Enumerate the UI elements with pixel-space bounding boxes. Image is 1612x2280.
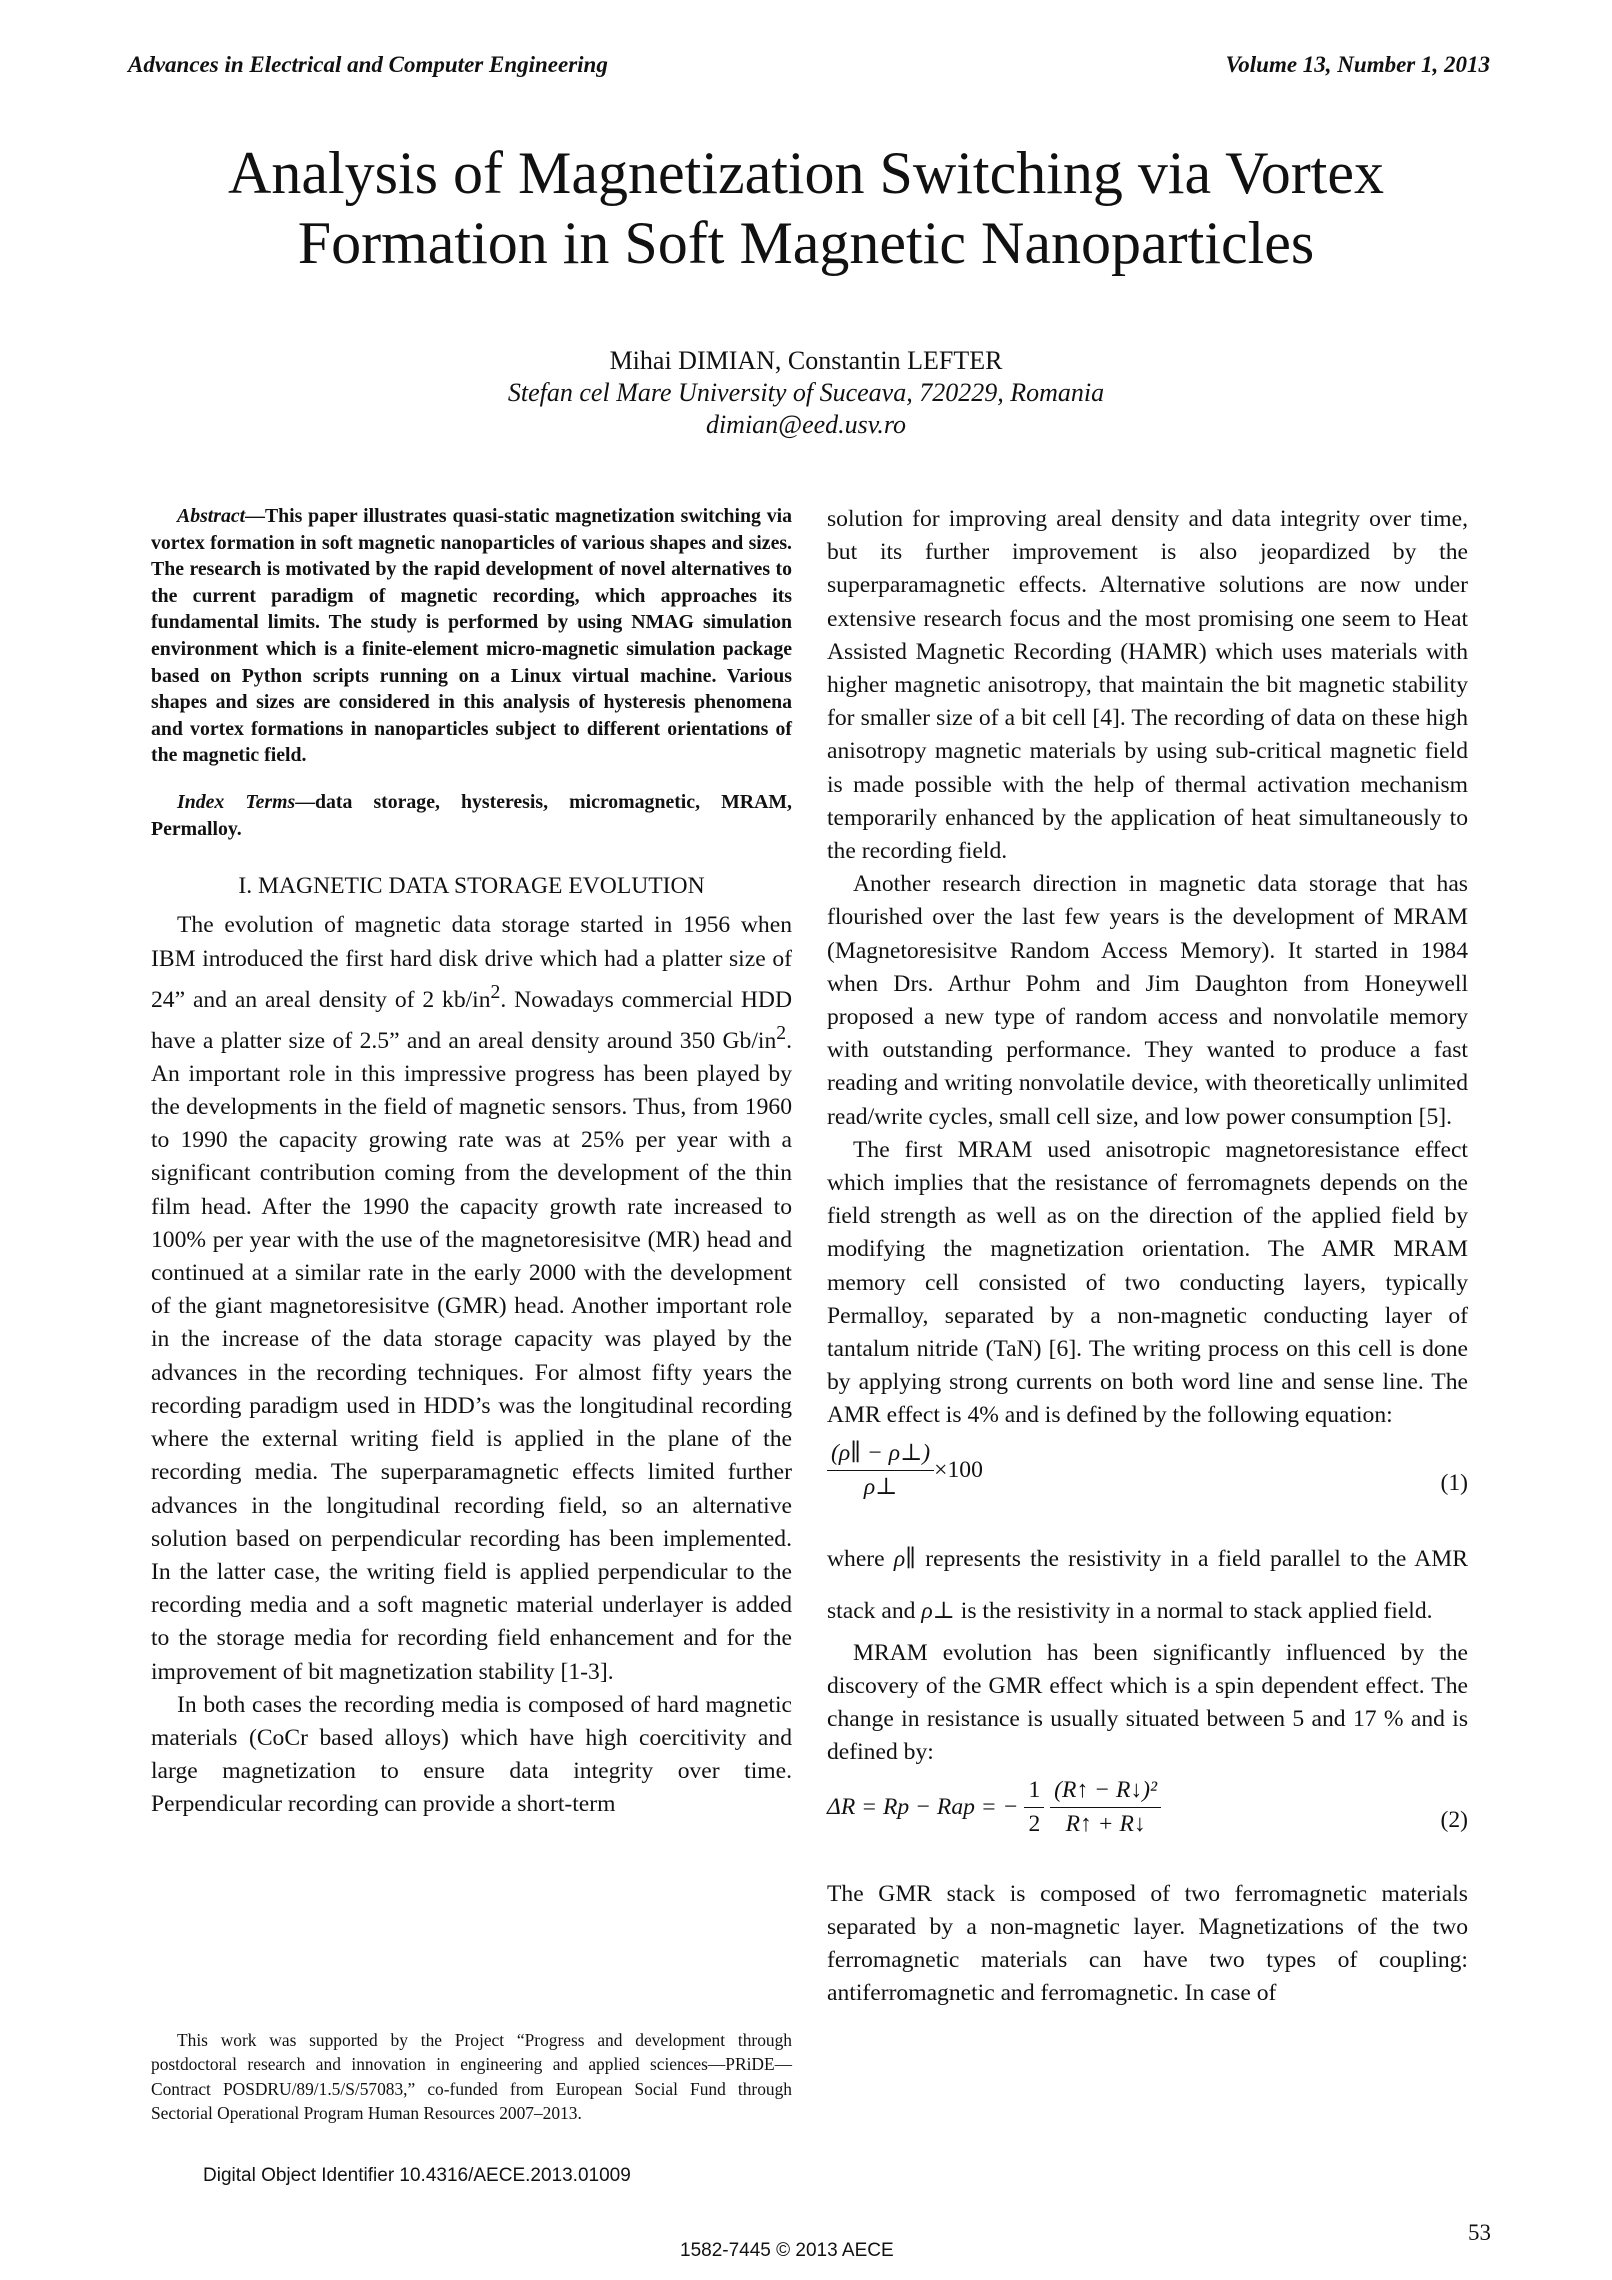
footnote: [151, 2028, 792, 2126]
abstract: [151, 503, 792, 769]
eq1-numerator: (ρ∥ − ρ⊥): [827, 1437, 934, 1471]
index-terms: [151, 789, 792, 842]
page-number: 53: [1468, 2220, 1491, 2245]
eq2-numerator: (R↑ − R↓)²: [1050, 1774, 1161, 1808]
left-column: [151, 503, 792, 1822]
superscript: 2: [490, 980, 501, 1003]
issn-copyright: 1582-7445 © 2013 AECE: [680, 2240, 894, 2261]
author-block: [120, 345, 1492, 441]
equation-1: [827, 1437, 1468, 1529]
right-column: [827, 503, 1468, 2010]
volume-info: Volume 13, Number 1, 2013: [1225, 52, 1490, 77]
p1-part-c: . An important role in this impressive progress has been played by the developments in the field of magnetic sensors. Thus, from 1960 to 1990 the capacity growing rate was at 25% per year with a significant contribution coming from the development of the thin film head. After the 1990 the capacity growth rate increased to 100% per year with the use of the magnetoresisitve (MR) head and continued at a similar rate in the early 2000 with the development of the giant magnetoresisitve (GMR) head. Another important role in the increase of the data storage capacity was played by the advances in the recording techniques. For almost fifty years the recording paradigm used in HDD’s was the longitudinal recording where the external writing field is applied in the plane of the recording media. The superparamagnetic effects limited further advances in the longitudinal recording field, so an alternative solution based on perpendicular recording has been implemented. In the latter case, the writing field is applied perpendicular to the recording media and a soft magnetic material underlayer is added to the storage media for recording field enhancement and for the improvement of bit magnetization stability [1-3].: [151, 1027, 792, 1685]
eq2-label: (2): [1440, 1806, 1468, 1833]
superscript: 2: [776, 1021, 787, 1044]
abstract-text: —This paper illustrates quasi-static magnetization switching via vortex formation in soft magnetic nanoparticles of various shapes and sizes. The research is motivated by the rapid development of novel alternatives to the current paradigm of magnetic recording, which approaches its fundamental limits. The study is performed by using NMAG simulation environment which is a finite-element micro-magnetic simulation package based on Python scripts running on a Linux virtual machine. Various shapes and sizes are considered in this analysis of hysteresis phenomena and vortex formations in nanoparticles subject to different orientations of the magnetic field.: [151, 505, 792, 767]
eq1-denominator: ρ⊥: [863, 1473, 898, 1500]
doi: Digital Object Identifier 10.4316/AECE.2013.01009: [203, 2165, 631, 2186]
eq2-fraction: [1050, 1774, 1161, 1841]
r4-c: is the resistivity in a normal to stack applied field.: [954, 1597, 1433, 1624]
eq2-half: [1024, 1774, 1044, 1841]
eq2-half-num: 1: [1024, 1774, 1044, 1808]
footnote-text: This work was supported by the Project “Progress and development through postdoctoral research and innovation in engineering and applied sciences—PRiDE—Contract POSDRU/89/1.5/S/57083,” co-funded from European Social Fund through Sectorial Operational Program Human Resources 2007–2013.: [151, 2030, 792, 2124]
eq2-denominator: R↑ + R↓: [1065, 1810, 1146, 1837]
paragraph-2: In both cases the recording media is composed of hard magnetic materials (CoCr based alloys) which have high coercitivity and large magnetization to ensure data integrity over time. Perpendicular recording can provide a short-term: [151, 1691, 792, 1818]
rho-perpendicular: ρ⊥: [921, 1597, 955, 1624]
paragraph-r1: solution for improving areal density and data integrity over time, but its further improvement is also jeopardized by the superparamagnetic effects. Alternative solutions are now under extensive research focus and the most promising one seem to Heat Assisted Magnetic Recording (HAMR) which uses materials with higher magnetic anisotropy, that maintain the bit magnetic stability for smaller size of a bit cell [4]. The recording of data on these high anisotropy magnetic materials by using sub-critical magnetic field is made possible with the help of thermal activation mechanism temporarily enhanced by the application of heat simultaneously to the recording field.: [827, 506, 1468, 865]
paragraph-r2: Another research direction in magnetic data storage that has flourished over the last few years is the development of MRAM (Magnetoresisitve Random Access Memory). It started in 1984 when Drs. Arthur Pohm and Jim Daughton from Honeywell proposed a new type of random access and nonvolatile memory with outstanding performance. They wanted to produce a fast reading and writing nonvolatile device, with theoretically unlimited read/write cycles, small cell size, and low power consumption [5].: [827, 871, 1468, 1130]
author-names: Mihai DIMIAN, Constantin LEFTER: [609, 346, 1003, 375]
eq2-lhs: ΔR = Rp − Rap = −: [827, 1793, 1019, 1820]
title-line-1: Analysis of Magnetization Switching via Vortex: [228, 140, 1384, 206]
eq1-multiplier: ×100: [934, 1456, 983, 1483]
paragraph-r3: The first MRAM used anisotropic magnetoresistance effect which implies that the resistance of ferromagnets depends on the field strength as well as on the direction of the applied field by modifying the magnetization orientation. The AMR MRAM memory cell consisted of two conducting layers, typically Permalloy, separated by a non-magnetic conducting layer of tantalum nitride (TaN) [6]. The writing process on this cell is done by applying strong currents on both word line and sense line. The AMR effect is 4% and is defined by the following equation:: [827, 1136, 1468, 1429]
equation-2: [827, 1774, 1468, 1874]
index-lead: Index Terms: [177, 790, 296, 813]
eq1-fraction: [827, 1437, 934, 1504]
rho-parallel: ρ∥: [893, 1545, 917, 1572]
email: dimian@eed.usv.ro: [705, 410, 907, 439]
paragraph-r6: The GMR stack is composed of two ferromagnetic materials separated by a non-magnetic layer. Magnetizations of the two ferromagnetic materials can have two types of coupling: antiferromagnetic and ferromagnetic. In case of: [827, 1880, 1468, 2007]
eq1-label: (1): [1440, 1469, 1468, 1496]
journal-name: Advances in Electrical and Computer Engineering: [128, 52, 608, 77]
paper-title: [120, 138, 1492, 278]
p1-part-a: The evolution of magnetic data storage started in 1956 when IBM introduced the first hard disk drive which had a platter size of 24” and an areal density of 2 kb/in: [151, 912, 792, 1013]
section-heading-1: I. MAGNETIC DATA STORAGE EVOLUTION: [238, 873, 705, 900]
paragraph-1: [151, 909, 792, 1688]
paragraph-r4: [827, 1533, 1468, 1637]
index-text: —data storage, hysteresis, micromagnetic, MRAM, Permalloy.: [151, 790, 792, 840]
r4-b: represents the resistivity in a field parallel to the AMR stack and: [827, 1545, 1468, 1624]
abstract-lead: Abstract: [177, 505, 246, 527]
eq2-half-den: 2: [1028, 1810, 1041, 1837]
title-line-2: Formation in Soft Magnetic Nanoparticles: [297, 210, 1315, 276]
p1-part-b: . Nowadays commercial HDD have a platter size of 2.5” and an areal density around 350 Gb/in: [151, 986, 792, 1054]
r4-a: where: [827, 1545, 894, 1572]
paragraph-r5: MRAM evolution has been significantly influenced by the discovery of the GMR effect which is a spin dependent effect. The change in resistance is usually situated between 5 and 17 % and is defined by:: [827, 1639, 1468, 1766]
affiliation: Stefan cel Mare University of Suceava, 720229, Romania: [507, 378, 1105, 407]
